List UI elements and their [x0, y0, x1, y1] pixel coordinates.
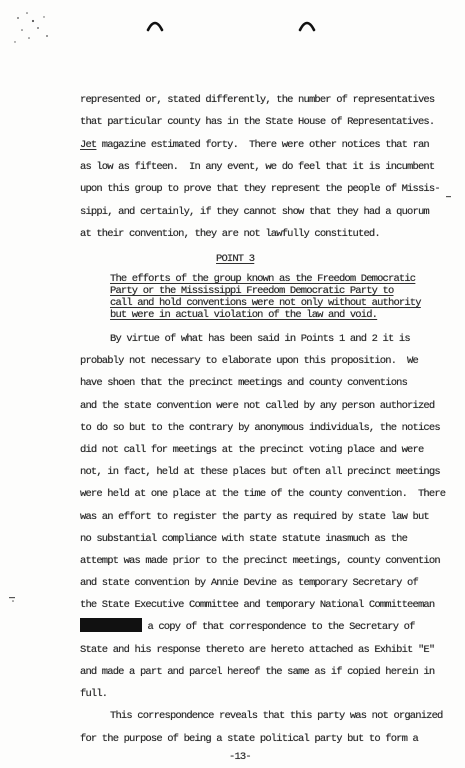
- text-line: and state convention by Annie Devine as temporary Secretary of: [80, 577, 418, 590]
- statement-line: call and hold conventions were not only without authority: [110, 297, 421, 309]
- text-line: as low as fifteen. In any event, we do feel that it is incumbent: [80, 160, 435, 173]
- text-line: attempt was made prior to the precinct meetings, county convention: [80, 554, 440, 567]
- text-line: not, in fact, held at these places but often all precinct meetings: [80, 466, 440, 479]
- paragraph-2: [80, 328, 460, 705]
- text-line-redacted: [80, 616, 460, 638]
- text-line: no substantial compliance with state statute inasmuch as the: [80, 532, 408, 545]
- paragraph-3: [80, 705, 460, 749]
- redaction-box: [80, 618, 142, 632]
- statement-line: Party or the Mississippi Freedom Democratic Party to: [110, 285, 394, 297]
- text-line: and made a part and parcel hereof the same as if copied herein in: [80, 665, 435, 678]
- text-line: upon this group to prove that they represent the people of Missis-: [80, 183, 440, 196]
- text-line: that particular county has in the State House of Representatives.: [80, 116, 435, 129]
- text-line: By virtue of what has been said in Points 1 and 2 it is: [110, 333, 410, 345]
- jet-magazine-title: Jet: [80, 138, 97, 151]
- text-line: was an effort to register the party as required by state law but: [80, 510, 429, 523]
- text-line: the State Executive Committee and temporary National Committeeman: [80, 599, 435, 612]
- text-line: State and his response thereto are hereto attached as Exhibit "E": [80, 643, 435, 656]
- statement-line: but were in actual violation of the law and void.: [110, 309, 378, 321]
- text-segment: a copy of that correspondence to the Secretary of: [142, 621, 415, 634]
- page-number: [229, 750, 289, 764]
- point-statement: [110, 273, 450, 321]
- statement-line: The efforts of the group known as the Freedom Democratic: [110, 273, 416, 285]
- text-line: This correspondence reveals that this party was not organized: [110, 710, 443, 723]
- punch-mark-left: [148, 23, 162, 30]
- text-line: were held at one place at the time of the county convention. There: [80, 488, 446, 501]
- text-line: probably not necessary to elaborate upon this proposition. We: [80, 355, 418, 368]
- text-line: for the purpose of being a state political party but to form a: [80, 732, 418, 745]
- text-line: full.: [80, 688, 108, 700]
- heading-text: POINT 3: [216, 253, 255, 265]
- text-line: [80, 134, 460, 156]
- text-line: sippi, and certainly, if they cannot show that they had a quorum: [80, 205, 429, 218]
- punch-mark-right: [300, 23, 314, 30]
- paragraph-1: [80, 89, 460, 246]
- page-number-text: -13-: [229, 751, 251, 763]
- text-line: to do so but to the contrary by anonymous individuals, the notices: [80, 421, 440, 434]
- text-line: and the state convention were not called by any person authorized: [80, 399, 435, 412]
- text-segment: magazine estimated forty. There were other notices that ran: [96, 138, 429, 151]
- text-line: represented or, stated differently, the number of representatives: [80, 93, 435, 106]
- section-heading: [216, 251, 336, 267]
- text-line: have shoen that the precinct meetings and county conventions: [80, 377, 408, 390]
- text-line: at their convention, they are not lawfully constituted.: [80, 228, 380, 241]
- text-line: did not call for meetings at the precinct voting place and were: [80, 443, 424, 456]
